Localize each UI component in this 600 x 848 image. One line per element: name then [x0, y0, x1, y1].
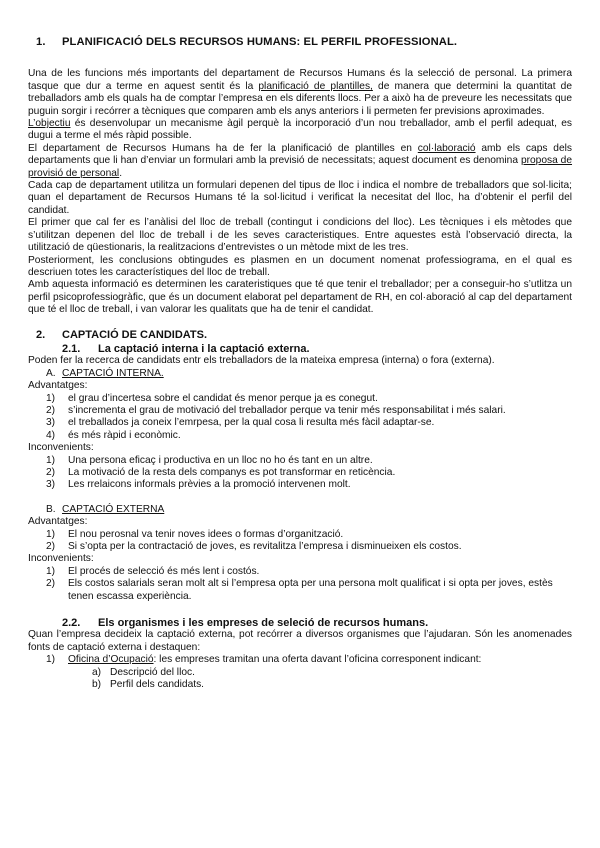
list-item-text: Perfil dels candidats.	[110, 679, 205, 691]
paragraph-planning-text-b: de manera que determini la quantitat de treballadors amb els quals ha de comptar l’empresa en els diferents llocs. Per a això ha de preveure les necessitats que puguin sorgir i recórrer a tècniques que comparen amb els anys anteriors i li permeten fer previsions aproximades.	[28, 80, 572, 117]
list-item-oficina-ocupacio	[46, 654, 572, 666]
paragraph-objective	[28, 118, 572, 143]
section-1-number: 1.	[36, 36, 46, 48]
list-item-number: 1)	[46, 454, 56, 466]
external-title: CAPTACIÓ EXTERNA	[62, 503, 165, 515]
list-item-text: Una persona eficaç i productiva en un lloc no ho és tant en un altre.	[68, 454, 373, 466]
paragraph-psychoprofile: Amb aquesta informació es determinen les carateristiques que té que tenir el treballador; per a conseguir-ho s’utlitza un perfil psicoprofessiogràfic, que és un document elaborat pel departament de RH, en col·aboració al cap del departament que té el lloc de treball, i van valorar les qualitats que ha de tenir el candidat.	[28, 279, 572, 316]
paragraph-collaboration	[28, 143, 572, 180]
list-item-number: 1)	[46, 528, 56, 540]
list-item	[46, 430, 572, 442]
section-1-title: PLANIFICACIÓ DELS RECURSOS HUMANS: EL PERFIL PROFESSIONAL.	[62, 36, 458, 48]
paragraph-collaboration-text-b: amb els caps dels departaments que li han d’enviar un formulari amb la previsió de necessitats; aquest document es denomina	[28, 142, 572, 167]
term-objectiu: L’objectiu	[28, 118, 71, 130]
list-item	[46, 578, 572, 603]
term-planificacio-plantilles: planificació de plantilles,	[258, 80, 373, 92]
list-item-number: 2)	[46, 467, 56, 478]
external-letter: B.	[46, 503, 56, 515]
list-item-text: La motivació de la resta dels companys es pot transformar en reticència.	[68, 467, 396, 478]
list-item	[46, 455, 572, 467]
subsection-2-1-title: La captació interna i la captació externa.	[98, 342, 310, 355]
list-item	[46, 479, 572, 491]
list-item-number: 2)	[46, 578, 56, 590]
external-heading	[46, 504, 572, 516]
list-item-number: 2)	[46, 404, 56, 416]
subsection-2-1-number: 2.1.	[62, 342, 81, 355]
list-item-text: el treballados ja coneix l’emrpesa, per la qual cosa li resulta més fàcil adaptar-se.	[68, 417, 435, 429]
term-proposa-provisio: proposa de provisió de personal	[28, 155, 573, 179]
section-1-heading	[36, 36, 572, 48]
sources-list	[46, 654, 572, 666]
list-item	[46, 529, 572, 541]
list-item	[46, 417, 572, 429]
list-item	[92, 679, 572, 691]
internal-title: CAPTACIÓ INTERNA.	[62, 367, 164, 379]
paragraph-planning-text-a: Una de les funcions més importants del departament de Recursos Humans és la selecció de personal. La primera tasque que dur a terme en aquest sentit és la	[28, 68, 572, 92]
list-item-number: 3)	[46, 417, 56, 429]
organisms-intro: Quan l’empresa decideix la captació externa, pot recórrer a diversos organismes que l’ajudaran. Són les anomenades fonts de captació externa i destaquen:	[28, 629, 572, 653]
list-item	[46, 393, 572, 405]
section-2-heading	[36, 329, 572, 341]
list-item-number: 1)	[46, 392, 56, 404]
list-item-text: Descripció del lloc.	[110, 666, 195, 678]
subsection-2-1-heading	[62, 343, 572, 355]
list-item-number: 4)	[46, 429, 56, 441]
list-item-number: 1)	[46, 654, 56, 666]
paragraph-objective-text: és desenvolupar un mecanisme àgil perquè la incorporació d’un nou treballador, amb el perfil adequat, es dugui a terme el més ràpid possible.	[28, 118, 572, 142]
internal-inconvenients-list	[46, 455, 572, 492]
list-item-text: El procés de selecció és més lent i costós.	[68, 565, 260, 577]
section-2-title: CAPTACIÓ DE CANDIDATS.	[62, 328, 208, 341]
list-item-number: 3)	[46, 479, 56, 491]
section-2-number: 2.	[36, 328, 46, 341]
term-col-laboracio: col·laboració	[417, 142, 476, 154]
captacio-intro: Poden fer la recerca de candidats entr els treballadors de la mateixa empresa (interna) o fora (externa).	[28, 355, 495, 367]
internal-letter: A.	[46, 367, 56, 379]
list-item-text: : les empreses tramitan una oferta davant l’oficina corresponent indicant:	[153, 654, 482, 666]
list-item	[92, 667, 572, 679]
paragraph-department-form: Cada cap de departament utilitza un formulari depenen del tipus de lloc i indica el nombre de treballadors que sol·licita; quan el departament de Recursos Humans té la sol·licitud i verificat la necesitat del lloc, ha d’obtenir el perfil del candidat.	[28, 180, 572, 216]
list-item-text: el grau d’incertesa sobre el candidat és menor perque ja es conegut.	[68, 392, 378, 404]
list-item	[46, 566, 572, 578]
list-item-number: 1)	[46, 565, 56, 577]
list-item-letter: a)	[92, 666, 102, 678]
external-advantages-list	[46, 529, 572, 554]
oficina-subitems-list	[92, 667, 572, 692]
paragraph-collaboration-text-c: .	[119, 167, 123, 179]
external-advantages-label: Advantatges:	[28, 516, 88, 528]
internal-advantages-label: Advantatges:	[28, 380, 88, 392]
internal-advantages-list	[46, 393, 572, 443]
list-item-text: El nou perosnal va tenir noves idees o formas d’organització.	[68, 528, 344, 540]
external-inconvenients-list	[46, 566, 572, 603]
list-item-text: Si s’opta per la contractació de joves, es revitalitza l’empresa i disminueixen els costos.	[68, 541, 462, 553]
subsection-2-2-number: 2.2.	[62, 617, 81, 630]
list-item	[46, 467, 572, 479]
subsection-2-2-title: Els organismes i les empreses de seleció de recursos humans.	[98, 617, 429, 630]
paragraph-planning	[28, 68, 572, 118]
external-inconvenients-label: Inconvenients:	[28, 553, 94, 565]
list-item-text: s’incrementa el grau de motivació del treballador perque va tenir més responsabilitat i més salari.	[68, 404, 506, 416]
term-oficina-ocupacio: Oficina d’Ocupació	[68, 654, 154, 666]
list-item-text: és més ràpid i econòmic.	[68, 429, 181, 441]
list-item-letter: b)	[92, 679, 102, 691]
paragraph-professiograma: Posteriorment, les conclusions obtingudes es plasmen en un document nomenat professiograma, en el qual es descriuen totes les característiques del lloc de treball.	[28, 254, 572, 278]
list-item	[46, 541, 572, 553]
paragraph-job-analysis: El primer que cal fer es l’anàlisi del lloc de treball (contingut i condicions del lloc). Les tècniques i els mètodes que s’utilitzan depenen del lloc de treball i de les seves caracteristiques. Entre aquestes està l’observació directa, la utilització de qüestionaris, la realitzacions d’entrevistes o un mètode mixt de les tres.	[28, 217, 572, 254]
list-item-text: Els costos salarials seran molt alt si l’empresa opta per una persona molt qualificat i si opta per joves, estès tenen escassa experiència.	[68, 578, 553, 602]
subsection-2-2-heading	[62, 617, 572, 629]
internal-heading	[46, 368, 572, 380]
list-item-number: 2)	[46, 541, 56, 553]
list-item	[46, 405, 572, 417]
paragraph-collaboration-text-a: El departament de Recursos Humans ha de fer la planificació de plantilles en	[28, 142, 418, 154]
internal-inconvenients-label: Inconvenients:	[28, 442, 94, 454]
list-item-text: Les rrelaicons informals prèvies a la promoció intervenen molt.	[68, 479, 351, 491]
